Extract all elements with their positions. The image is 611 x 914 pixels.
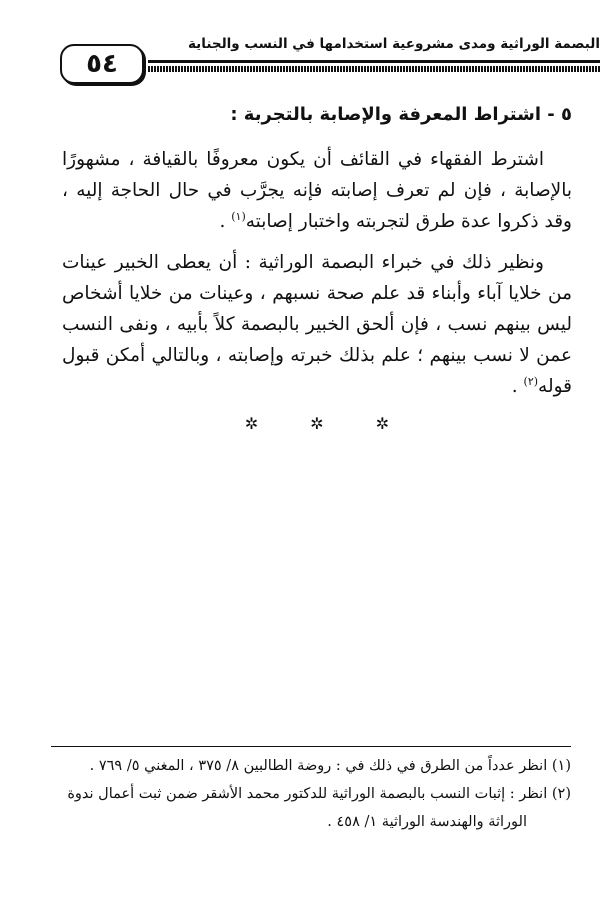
separator-star-icon: ✲	[375, 414, 390, 433]
page-number: ٥٤	[60, 44, 144, 84]
header-rule	[148, 60, 600, 63]
paragraph-2	[62, 247, 572, 402]
paragraph-1-text: اشترط الفقهاء في القائف أن يكون معروفًا بالقيافة ، مشهورًا بالإصابة ، فإن لم تعرف إصابته فإنه يجرَّب في حال الحاجة إليه ، وقد ذكروا عدة طرق لتجربته واختبار إصابته	[62, 149, 572, 232]
header-hatch-border	[148, 66, 600, 72]
section-separator	[62, 414, 572, 433]
paragraph-2-end: .	[511, 376, 524, 397]
running-title: البصمة الوراثية ومدى مشروعية استخدامها في النسب والجناية	[188, 36, 600, 52]
footnote-1: (١) انظر عدداً من الطرق في ذلك في : روضة الطالبين ٨/ ٣٧٥ ، المغني ٥/ ٧٦٩ .	[89, 758, 571, 774]
section-heading: ٥ - اشتراط المعرفة والإصابة بالتجربة :	[230, 104, 572, 125]
footnote-2-continuation: الوراثة والهندسة الوراثية ١/ ٤٥٨ .	[327, 814, 527, 830]
paragraph-1-end: .	[219, 211, 232, 232]
separator-star-icon: ✲	[244, 414, 259, 433]
separator-star-icon: ✲	[310, 414, 324, 433]
footnote-ref-1: (١)	[231, 209, 246, 223]
footnote-ref-2: (٢)	[523, 374, 539, 388]
footnotes	[51, 752, 571, 836]
paragraph-1	[62, 144, 572, 237]
page-header	[60, 30, 600, 79]
paragraph-2-text: ونظير ذلك في خبراء البصمة الوراثية : أن يعطى الخبير عينات من خلايا آباء وأبناء قد علم صحة نسبهم ، وعينات من خلايا أشخاص ليس بينهم نسب ، فإن ألحق الخبير بالبصمة كلاً بأبيه ، ونفى النسب عمن لا نسب بينهم ؛ علم بذلك خبرته وإصابته ، وبالتالي أمكن قبول قوله	[62, 252, 572, 397]
page-body	[62, 100, 572, 433]
footnote-divider	[51, 746, 571, 747]
footnote-2: (٢) انظر : إثبات النسب بالبصمة الوراثية للدكتور محمد الأشقر ضمن ثبت أعمال ندوة	[67, 786, 571, 802]
